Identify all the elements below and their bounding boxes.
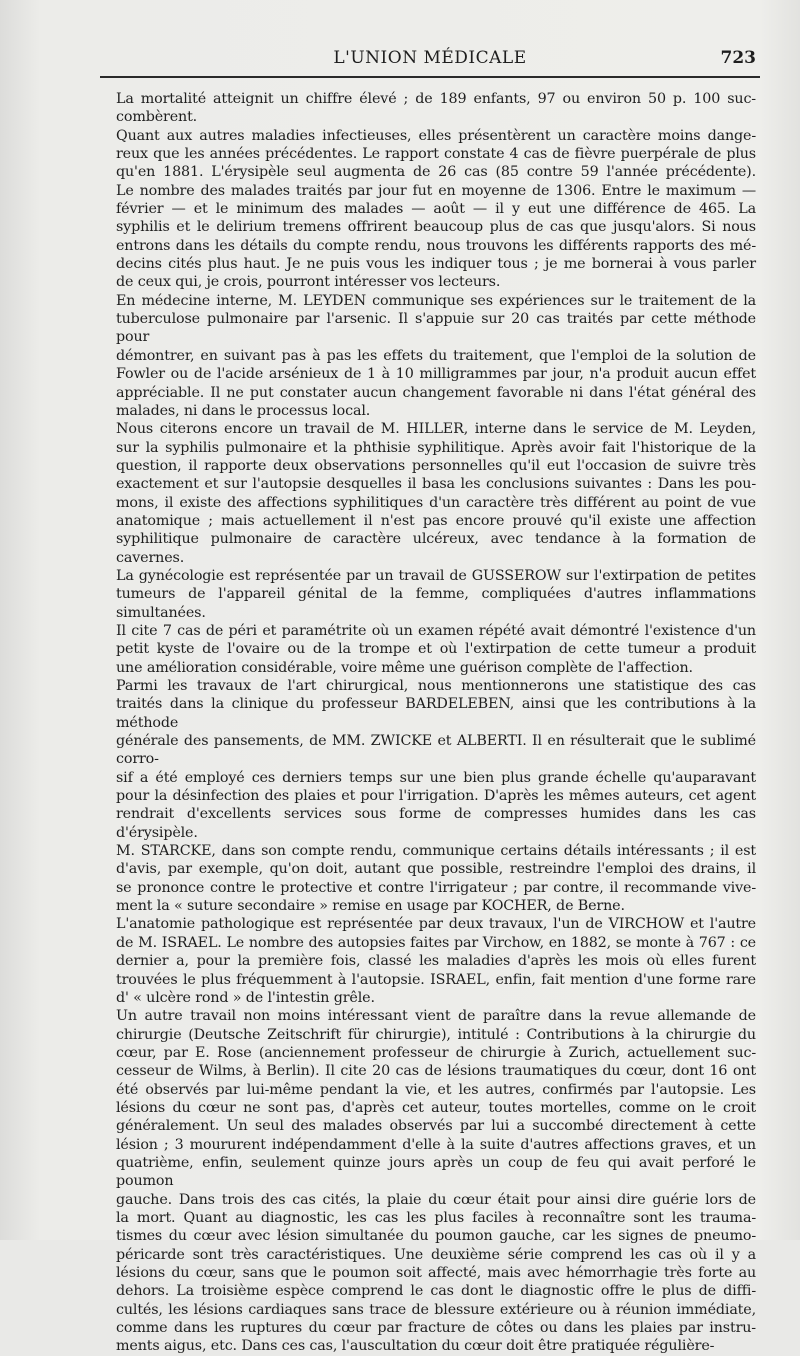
text-line: qu'en 1881. L'érysipèle seul augmenta de 26 cas (85 contre 59 l'année précédente). bbox=[116, 164, 756, 181]
text-line: de ceux qui, je crois, pourront intéresser vos lecteurs. bbox=[116, 274, 501, 291]
header-rule bbox=[100, 76, 760, 78]
text-line: exactement et sur l'autopsie desquelles il basa les conclusions suivantes : Dans les pou- bbox=[116, 476, 756, 493]
text-line: pour la désinfection des plaies et pour l'irrigation. D'après les mêmes auteurs, cet agent bbox=[116, 788, 756, 805]
text-line: appréciable. Il ne put constater aucun changement favorable ni dans l'état général des bbox=[116, 384, 756, 401]
text-line: février — et le minimum des malades — août — il y eut une différence de 465. La bbox=[116, 201, 756, 218]
text-line: La mortalité atteignit un chiffre élevé ; de 189 enfants, 97 ou environ 50 p. 100 suc- bbox=[116, 91, 756, 107]
text-line: tismes du cœur avec lésion simultanée du poumon gauche, car les signes de pneumo- bbox=[116, 1228, 756, 1245]
text-line: combèrent. bbox=[116, 109, 198, 126]
text-line: La gynécologie est représentée par un travail de GUSSEROW sur l'extirpation de petites bbox=[116, 567, 756, 584]
text-line: ment la « suture secondaire » remise en usage par KOCHER, de Berne. bbox=[116, 898, 625, 915]
text-line: cavernes. bbox=[116, 549, 185, 566]
text-line: traités dans la clinique du professeur BARDELEBEN, ainsi que les contributions à la méthode bbox=[116, 696, 756, 731]
text-line: cultés, les lésions cardiaques sans trace de blessure extérieure ou à réunion immédiate, bbox=[116, 1301, 756, 1318]
text-line: L'anatomie pathologique est représentée par deux travaux, l'un de VIRCHOW et l'autre bbox=[116, 916, 756, 933]
text-line: rendrait d'excellents services sous forme de compresses humides dans les cas d'érysipèle. bbox=[116, 806, 756, 841]
text-line: sur la syphilis pulmonaire et la phthisie syphilitique. Après avoir fait l'historique de la bbox=[116, 439, 756, 456]
text-line: lésions du cœur ne sont pas, d'après cet auteur, toutes mortelles, comme on le croit bbox=[116, 1099, 756, 1116]
text-line: malades, ni dans le processus local. bbox=[116, 402, 371, 419]
text-line: gauche. Dans trois des cas cités, la plaie du cœur était pour ainsi dire guérie lors de bbox=[116, 1191, 756, 1208]
paragraph bbox=[116, 127, 756, 292]
text-line: dehors. La troisième espèce comprend le cas dont le diagnostic offre le plus de diffi- bbox=[116, 1283, 756, 1300]
text-line: se prononce contre le protective et contre l'irrigateur ; par contre, il recommande vive- bbox=[116, 879, 756, 896]
paragraph bbox=[116, 90, 756, 127]
text-line: péricarde sont très caractéristiques. Une deuxième série comprend les cas où il y a bbox=[116, 1246, 756, 1263]
text-line: sif a été employé ces derniers temps sur une bien plus grande échelle qu'auparavant bbox=[116, 769, 756, 786]
text-line: Il cite 7 cas de péri et paramétrite où un examen répété avait démontré l'existence d'un bbox=[116, 622, 756, 639]
paragraph bbox=[116, 1007, 756, 1356]
paragraph bbox=[116, 420, 756, 567]
text-line: Le nombre des malades traités par jour fut en moyenne de 1306. Entre le maximum — bbox=[116, 182, 756, 199]
text-line: decins cités plus haut. Je ne puis vous les indiquer tous ; je me bornerai à vous parler bbox=[116, 256, 756, 273]
text-line: démontrer, en suivant pas à pas les effets du traitement, que l'emploi de la solution de bbox=[116, 347, 756, 364]
text-line: générale des pansements, de MM. ZWICKE et ALBERTI. Il en résulterait que le sublimé corro- bbox=[116, 733, 756, 768]
text-line: Parmi les travaux de l'art chirurgical, nous mentionnerons une statistique des cas bbox=[116, 678, 756, 694]
text-line: petit kyste de l'ovaire ou de la trompe et où l'extirpation de cette tumeur a produit bbox=[116, 641, 756, 658]
paragraph bbox=[116, 292, 756, 420]
text-line: trouvées le plus fréquemment à l'autopsie. ISRAEL, enfin, fait mention d'une forme rare bbox=[116, 971, 756, 988]
text-line: quatrième, enfin, seulement quinze jours après un coup de feu qui avait perforé le poumon bbox=[116, 1154, 756, 1190]
text-line: de M. ISRAEL. Le nombre des autopsies faites par Virchow, en 1882, se monte à 767 : ce bbox=[116, 934, 756, 951]
text-line: d'avis, par exemple, qu'on doit, autant que possible, restreindre l'emploi des drains, il bbox=[116, 861, 756, 878]
text-line: syphilis et le delirium tremens offrirent beaucoup plus de cas que jusqu'alors. Si nous bbox=[116, 219, 756, 236]
text-line: été observés par lui-même pendant la vie, et les autres, confirmés par l'autopsie. Les bbox=[116, 1081, 756, 1098]
running-title: L'UNION MÉDICALE bbox=[333, 48, 527, 68]
text-line: tumeurs de l'appareil génital de la femme, compliquées d'autres inflammations simultanées. bbox=[116, 586, 756, 621]
text-line: M. STARCKE, dans son compte rendu, communique certains détails intéressants ; il est bbox=[116, 843, 756, 860]
text-line: En médecine interne, M. LEYDEN communique ses expériences sur le traitement de la bbox=[116, 292, 756, 309]
text-line: reux que les années précédentes. Le rapport constate 4 cas de fièvre puerpérale de plus bbox=[116, 146, 756, 163]
text-line: chirurgie (Deutsche Zeitschrift für chirurgie), intitulé : Contributions à la chirurgie du bbox=[116, 1026, 756, 1043]
text-line: syphilitique pulmonaire de caractère ulcéreux, avec tendance à la formation de bbox=[116, 531, 756, 548]
text-line: Quant aux autres maladies infectieuses, elles présentèrent un caractère moins dange- bbox=[116, 127, 756, 144]
text-line: ments aigus, etc. Dans ces cas, l'auscultation du cœur doit être pratiquée régulière- bbox=[116, 1338, 715, 1355]
page-header bbox=[100, 44, 760, 74]
paragraph bbox=[116, 915, 756, 1007]
article-body bbox=[116, 90, 756, 1356]
text-line: Fowler ou de l'acide arsénieux de 1 à 10 milligrammes par jour, n'a produit aucun effet bbox=[116, 366, 756, 383]
text-line: généralement. Un seul des malades observés par lui a succombé directement à cette bbox=[116, 1118, 756, 1135]
text-line: tuberculose pulmonaire par l'arsenic. Il s'appuie sur 20 cas traités par cette méthode pour bbox=[116, 311, 756, 346]
text-line: anatomique ; mais actuellement il n'est pas encore prouvé qu'il existe une affection bbox=[116, 512, 756, 529]
text-line: cesseur de Wilms, à Berlin). Il cite 20 cas de lésions traumatiques du cœur, dont 16 ont bbox=[116, 1063, 756, 1080]
text-line: entrons dans les détails du compte rendu, nous trouvons les différents rapports des mé- bbox=[116, 237, 756, 254]
paragraph bbox=[116, 567, 756, 677]
text-line: comme dans les ruptures du cœur par fracture de côtes ou dans les plaies par instru- bbox=[116, 1320, 756, 1337]
text-line: d' « ulcère rond » de l'intestin grêle. bbox=[116, 989, 375, 1006]
paragraph bbox=[116, 677, 756, 915]
text-line: mons, il existe des affections syphilitiques d'un caractère très différent au point de vue bbox=[116, 494, 756, 511]
text-line: une amélioration considérable, voire même une guérison complète de l'affection. bbox=[116, 659, 693, 676]
text-line: la mort. Quant au diagnostic, les cas les plus faciles à reconnaître sont les trauma- bbox=[116, 1209, 756, 1226]
text-line: dernier a, pour la première fois, classé les maladies d'après les mois où elles furent bbox=[116, 953, 756, 970]
text-line: lésion ; 3 moururent indépendamment d'elle à la suite d'autres affections graves, et un bbox=[116, 1136, 756, 1153]
text-line: Un autre travail non moins intéressant vient de paraître dans la revue allemande de bbox=[116, 1008, 756, 1025]
text-line: cœur, par E. Rose (anciennement professeur de chirurgie à Zurich, actuellement suc- bbox=[116, 1044, 756, 1061]
text-line: question, il rapporte deux observations personnelles qu'il eut l'occasion de suivre très bbox=[116, 457, 756, 474]
text-line: Nous citerons encore un travail de M. HILLER, interne dans le service de M. Leyden, bbox=[116, 421, 756, 438]
text-line: lésions du cœur, sans que le poumon soit affecté, mais avec hémorrhagie très forte au bbox=[116, 1265, 756, 1281]
page-number: 723 bbox=[720, 48, 756, 68]
